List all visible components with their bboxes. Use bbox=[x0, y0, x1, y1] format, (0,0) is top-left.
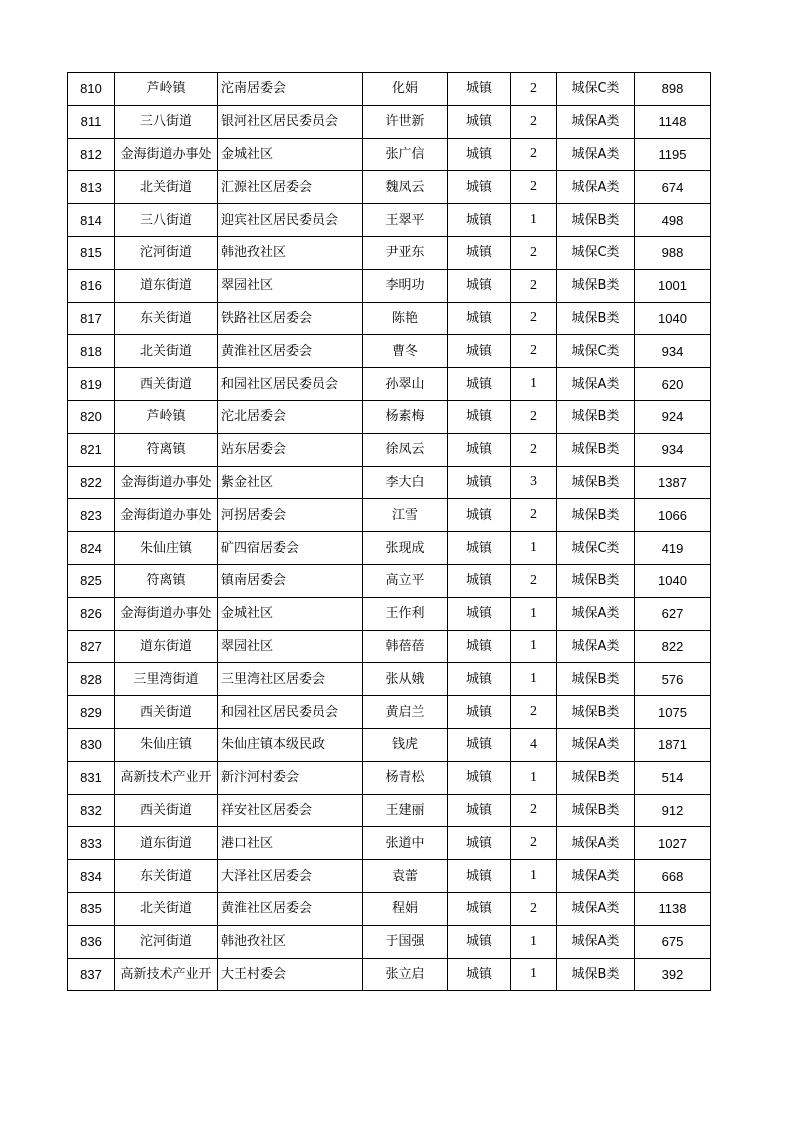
row-number-cell: 815 bbox=[68, 236, 115, 269]
row-number-cell: 826 bbox=[68, 597, 115, 630]
community-cell: 镇南居委会 bbox=[218, 564, 363, 597]
recipient-name-cell: 程娟 bbox=[363, 892, 448, 925]
household-size-cell: 2 bbox=[511, 400, 557, 433]
recipient-name-cell: 陈艳 bbox=[363, 302, 448, 335]
assistance-category-cell: 城保B类 bbox=[557, 696, 635, 729]
street-office-cell: 芦岭镇 bbox=[115, 400, 218, 433]
household-size-cell: 2 bbox=[511, 105, 557, 138]
street-office-cell: 三八街道 bbox=[115, 204, 218, 237]
row-number-cell: 820 bbox=[68, 400, 115, 433]
assistance-category-cell: 城保B类 bbox=[557, 466, 635, 499]
community-cell: 沱北居委会 bbox=[218, 400, 363, 433]
household-size-cell: 2 bbox=[511, 138, 557, 171]
recipient-name-cell: 王建丽 bbox=[363, 794, 448, 827]
table-row bbox=[68, 630, 711, 663]
household-size-cell: 2 bbox=[511, 73, 557, 106]
amount-cell: 1066 bbox=[635, 499, 711, 532]
recipient-name-cell: 李明功 bbox=[363, 269, 448, 302]
street-office-cell: 沱河街道 bbox=[115, 236, 218, 269]
household-type-cell: 城镇 bbox=[448, 368, 511, 401]
household-size-cell: 2 bbox=[511, 236, 557, 269]
community-cell: 韩池孜社区 bbox=[218, 236, 363, 269]
street-office-cell: 东关街道 bbox=[115, 860, 218, 893]
community-cell: 汇源社区居委会 bbox=[218, 171, 363, 204]
table-row bbox=[68, 663, 711, 696]
amount-cell: 620 bbox=[635, 368, 711, 401]
community-cell: 紫金社区 bbox=[218, 466, 363, 499]
household-type-cell: 城镇 bbox=[448, 433, 511, 466]
row-number-cell: 812 bbox=[68, 138, 115, 171]
street-office-cell: 高新技术产业开 bbox=[115, 761, 218, 794]
household-size-cell: 1 bbox=[511, 860, 557, 893]
recipient-name-cell: 张现成 bbox=[363, 532, 448, 565]
recipient-name-cell: 韩蓓蓓 bbox=[363, 630, 448, 663]
recipient-name-cell: 魏凤云 bbox=[363, 171, 448, 204]
row-number-cell: 823 bbox=[68, 499, 115, 532]
recipient-name-cell: 徐凤云 bbox=[363, 433, 448, 466]
assistance-category-cell: 城保B类 bbox=[557, 204, 635, 237]
assistance-category-cell: 城保B类 bbox=[557, 958, 635, 991]
household-type-cell: 城镇 bbox=[448, 564, 511, 597]
row-number-cell: 830 bbox=[68, 728, 115, 761]
street-office-cell: 北关街道 bbox=[115, 335, 218, 368]
community-cell: 银河社区居民委员会 bbox=[218, 105, 363, 138]
amount-cell: 934 bbox=[635, 335, 711, 368]
table-row bbox=[68, 696, 711, 729]
household-size-cell: 2 bbox=[511, 335, 557, 368]
household-size-cell: 2 bbox=[511, 302, 557, 335]
row-number-cell: 819 bbox=[68, 368, 115, 401]
table-row bbox=[68, 466, 711, 499]
community-cell: 翠园社区 bbox=[218, 630, 363, 663]
amount-cell: 498 bbox=[635, 204, 711, 237]
community-cell: 金城社区 bbox=[218, 597, 363, 630]
household-size-cell: 2 bbox=[511, 696, 557, 729]
table-row bbox=[68, 860, 711, 893]
row-number-cell: 821 bbox=[68, 433, 115, 466]
assistance-category-cell: 城保A类 bbox=[557, 597, 635, 630]
row-number-cell: 829 bbox=[68, 696, 115, 729]
table-row bbox=[68, 269, 711, 302]
table-row bbox=[68, 73, 711, 106]
amount-cell: 934 bbox=[635, 433, 711, 466]
household-size-cell: 2 bbox=[511, 171, 557, 204]
assistance-category-cell: 城保C类 bbox=[557, 532, 635, 565]
row-number-cell: 835 bbox=[68, 892, 115, 925]
row-number-cell: 832 bbox=[68, 794, 115, 827]
amount-cell: 627 bbox=[635, 597, 711, 630]
household-size-cell: 2 bbox=[511, 269, 557, 302]
assistance-category-cell: 城保A类 bbox=[557, 860, 635, 893]
recipient-name-cell: 尹亚东 bbox=[363, 236, 448, 269]
community-cell: 港口社区 bbox=[218, 827, 363, 860]
household-size-cell: 1 bbox=[511, 532, 557, 565]
community-cell: 朱仙庄镇本级民政 bbox=[218, 728, 363, 761]
community-cell: 黄淮社区居委会 bbox=[218, 892, 363, 925]
street-office-cell: 三八街道 bbox=[115, 105, 218, 138]
household-type-cell: 城镇 bbox=[448, 335, 511, 368]
community-cell: 新汴河村委会 bbox=[218, 761, 363, 794]
amount-cell: 898 bbox=[635, 73, 711, 106]
assistance-category-cell: 城保B类 bbox=[557, 499, 635, 532]
recipient-table bbox=[67, 72, 711, 991]
household-type-cell: 城镇 bbox=[448, 794, 511, 827]
assistance-category-cell: 城保B类 bbox=[557, 269, 635, 302]
household-type-cell: 城镇 bbox=[448, 236, 511, 269]
community-cell: 矿四宿居委会 bbox=[218, 532, 363, 565]
community-cell: 翠园社区 bbox=[218, 269, 363, 302]
household-type-cell: 城镇 bbox=[448, 663, 511, 696]
table-row bbox=[68, 335, 711, 368]
recipient-name-cell: 李大白 bbox=[363, 466, 448, 499]
row-number-cell: 811 bbox=[68, 105, 115, 138]
community-cell: 和园社区居民委员会 bbox=[218, 368, 363, 401]
amount-cell: 822 bbox=[635, 630, 711, 663]
amount-cell: 668 bbox=[635, 860, 711, 893]
amount-cell: 675 bbox=[635, 925, 711, 958]
household-type-cell: 城镇 bbox=[448, 728, 511, 761]
community-cell: 黄淮社区居委会 bbox=[218, 335, 363, 368]
street-office-cell: 朱仙庄镇 bbox=[115, 532, 218, 565]
table-row bbox=[68, 925, 711, 958]
row-number-cell: 836 bbox=[68, 925, 115, 958]
table-row bbox=[68, 564, 711, 597]
recipient-name-cell: 化娟 bbox=[363, 73, 448, 106]
table-row bbox=[68, 204, 711, 237]
amount-cell: 1001 bbox=[635, 269, 711, 302]
row-number-cell: 813 bbox=[68, 171, 115, 204]
table-row bbox=[68, 105, 711, 138]
household-size-cell: 1 bbox=[511, 368, 557, 401]
street-office-cell: 高新技术产业开 bbox=[115, 958, 218, 991]
street-office-cell: 道东街道 bbox=[115, 269, 218, 302]
household-type-cell: 城镇 bbox=[448, 466, 511, 499]
community-cell: 韩池孜社区 bbox=[218, 925, 363, 958]
amount-cell: 912 bbox=[635, 794, 711, 827]
amount-cell: 1195 bbox=[635, 138, 711, 171]
household-size-cell: 1 bbox=[511, 958, 557, 991]
amount-cell: 1075 bbox=[635, 696, 711, 729]
street-office-cell: 东关街道 bbox=[115, 302, 218, 335]
household-type-cell: 城镇 bbox=[448, 499, 511, 532]
street-office-cell: 道东街道 bbox=[115, 630, 218, 663]
assistance-category-cell: 城保C类 bbox=[557, 73, 635, 106]
street-office-cell: 符离镇 bbox=[115, 564, 218, 597]
household-size-cell: 1 bbox=[511, 630, 557, 663]
recipient-name-cell: 钱虎 bbox=[363, 728, 448, 761]
row-number-cell: 825 bbox=[68, 564, 115, 597]
assistance-category-cell: 城保A类 bbox=[557, 171, 635, 204]
recipient-name-cell: 于国强 bbox=[363, 925, 448, 958]
household-type-cell: 城镇 bbox=[448, 73, 511, 106]
recipient-name-cell: 高立平 bbox=[363, 564, 448, 597]
table-body bbox=[68, 73, 711, 991]
amount-cell: 1027 bbox=[635, 827, 711, 860]
amount-cell: 988 bbox=[635, 236, 711, 269]
table-row bbox=[68, 433, 711, 466]
row-number-cell: 818 bbox=[68, 335, 115, 368]
street-office-cell: 北关街道 bbox=[115, 892, 218, 925]
household-type-cell: 城镇 bbox=[448, 827, 511, 860]
community-cell: 祥安社区居委会 bbox=[218, 794, 363, 827]
assistance-category-cell: 城保B类 bbox=[557, 761, 635, 794]
assistance-category-cell: 城保C类 bbox=[557, 335, 635, 368]
assistance-category-cell: 城保A类 bbox=[557, 138, 635, 171]
household-type-cell: 城镇 bbox=[448, 696, 511, 729]
row-number-cell: 828 bbox=[68, 663, 115, 696]
amount-cell: 1138 bbox=[635, 892, 711, 925]
amount-cell: 392 bbox=[635, 958, 711, 991]
table-row bbox=[68, 499, 711, 532]
household-type-cell: 城镇 bbox=[448, 269, 511, 302]
recipient-name-cell: 江雪 bbox=[363, 499, 448, 532]
assistance-category-cell: 城保B类 bbox=[557, 794, 635, 827]
street-office-cell: 沱河街道 bbox=[115, 925, 218, 958]
table-row bbox=[68, 532, 711, 565]
household-type-cell: 城镇 bbox=[448, 958, 511, 991]
assistance-category-cell: 城保C类 bbox=[557, 236, 635, 269]
household-size-cell: 2 bbox=[511, 892, 557, 925]
street-office-cell: 北关街道 bbox=[115, 171, 218, 204]
row-number-cell: 827 bbox=[68, 630, 115, 663]
amount-cell: 924 bbox=[635, 400, 711, 433]
community-cell: 三里湾社区居委会 bbox=[218, 663, 363, 696]
assistance-category-cell: 城保A类 bbox=[557, 892, 635, 925]
street-office-cell: 金海街道办事处 bbox=[115, 499, 218, 532]
recipient-name-cell: 王翠平 bbox=[363, 204, 448, 237]
street-office-cell: 符离镇 bbox=[115, 433, 218, 466]
table-row bbox=[68, 728, 711, 761]
row-number-cell: 834 bbox=[68, 860, 115, 893]
street-office-cell: 金海街道办事处 bbox=[115, 466, 218, 499]
amount-cell: 1148 bbox=[635, 105, 711, 138]
row-number-cell: 817 bbox=[68, 302, 115, 335]
community-cell: 河拐居委会 bbox=[218, 499, 363, 532]
row-number-cell: 837 bbox=[68, 958, 115, 991]
recipient-name-cell: 杨素梅 bbox=[363, 400, 448, 433]
household-type-cell: 城镇 bbox=[448, 761, 511, 794]
recipient-name-cell: 张道中 bbox=[363, 827, 448, 860]
table-row bbox=[68, 892, 711, 925]
amount-cell: 1040 bbox=[635, 302, 711, 335]
household-size-cell: 4 bbox=[511, 728, 557, 761]
assistance-category-cell: 城保A类 bbox=[557, 925, 635, 958]
amount-cell: 1871 bbox=[635, 728, 711, 761]
community-cell: 沱南居委会 bbox=[218, 73, 363, 106]
recipient-name-cell: 黄启兰 bbox=[363, 696, 448, 729]
community-cell: 和园社区居民委员会 bbox=[218, 696, 363, 729]
household-size-cell: 1 bbox=[511, 925, 557, 958]
table-row bbox=[68, 302, 711, 335]
community-cell: 迎宾社区居民委员会 bbox=[218, 204, 363, 237]
recipient-name-cell: 袁蕾 bbox=[363, 860, 448, 893]
table-row bbox=[68, 138, 711, 171]
table-row bbox=[68, 400, 711, 433]
street-office-cell: 西关街道 bbox=[115, 368, 218, 401]
household-type-cell: 城镇 bbox=[448, 302, 511, 335]
street-office-cell: 道东街道 bbox=[115, 827, 218, 860]
row-number-cell: 831 bbox=[68, 761, 115, 794]
recipient-name-cell: 曹冬 bbox=[363, 335, 448, 368]
assistance-category-cell: 城保A类 bbox=[557, 728, 635, 761]
household-type-cell: 城镇 bbox=[448, 630, 511, 663]
household-type-cell: 城镇 bbox=[448, 138, 511, 171]
recipient-name-cell: 许世新 bbox=[363, 105, 448, 138]
street-office-cell: 金海街道办事处 bbox=[115, 597, 218, 630]
household-size-cell: 2 bbox=[511, 564, 557, 597]
amount-cell: 576 bbox=[635, 663, 711, 696]
street-office-cell: 西关街道 bbox=[115, 794, 218, 827]
street-office-cell: 芦岭镇 bbox=[115, 73, 218, 106]
table-row bbox=[68, 368, 711, 401]
household-type-cell: 城镇 bbox=[448, 860, 511, 893]
recipient-name-cell: 孙翠山 bbox=[363, 368, 448, 401]
table-row bbox=[68, 761, 711, 794]
community-cell: 大泽社区居委会 bbox=[218, 860, 363, 893]
household-type-cell: 城镇 bbox=[448, 925, 511, 958]
amount-cell: 674 bbox=[635, 171, 711, 204]
household-type-cell: 城镇 bbox=[448, 597, 511, 630]
assistance-category-cell: 城保B类 bbox=[557, 302, 635, 335]
assistance-category-cell: 城保B类 bbox=[557, 663, 635, 696]
assistance-category-cell: 城保A类 bbox=[557, 827, 635, 860]
recipient-name-cell: 张从娥 bbox=[363, 663, 448, 696]
street-office-cell: 三里湾街道 bbox=[115, 663, 218, 696]
household-size-cell: 2 bbox=[511, 433, 557, 466]
community-cell: 大王村委会 bbox=[218, 958, 363, 991]
assistance-category-cell: 城保B类 bbox=[557, 564, 635, 597]
street-office-cell: 朱仙庄镇 bbox=[115, 728, 218, 761]
assistance-category-cell: 城保A类 bbox=[557, 368, 635, 401]
household-size-cell: 1 bbox=[511, 597, 557, 630]
household-size-cell: 1 bbox=[511, 761, 557, 794]
row-number-cell: 822 bbox=[68, 466, 115, 499]
assistance-category-cell: 城保B类 bbox=[557, 433, 635, 466]
household-type-cell: 城镇 bbox=[448, 400, 511, 433]
amount-cell: 1040 bbox=[635, 564, 711, 597]
row-number-cell: 814 bbox=[68, 204, 115, 237]
household-type-cell: 城镇 bbox=[448, 204, 511, 237]
household-type-cell: 城镇 bbox=[448, 105, 511, 138]
household-type-cell: 城镇 bbox=[448, 532, 511, 565]
household-size-cell: 3 bbox=[511, 466, 557, 499]
street-office-cell: 西关街道 bbox=[115, 696, 218, 729]
household-size-cell: 2 bbox=[511, 827, 557, 860]
household-size-cell: 2 bbox=[511, 794, 557, 827]
table-row bbox=[68, 958, 711, 991]
row-number-cell: 824 bbox=[68, 532, 115, 565]
table-row bbox=[68, 794, 711, 827]
row-number-cell: 833 bbox=[68, 827, 115, 860]
table-row bbox=[68, 171, 711, 204]
amount-cell: 1387 bbox=[635, 466, 711, 499]
household-type-cell: 城镇 bbox=[448, 171, 511, 204]
table-row bbox=[68, 827, 711, 860]
table-row bbox=[68, 597, 711, 630]
amount-cell: 514 bbox=[635, 761, 711, 794]
recipient-name-cell: 王作利 bbox=[363, 597, 448, 630]
row-number-cell: 810 bbox=[68, 73, 115, 106]
recipient-name-cell: 张广信 bbox=[363, 138, 448, 171]
row-number-cell: 816 bbox=[68, 269, 115, 302]
assistance-category-cell: 城保A类 bbox=[557, 630, 635, 663]
assistance-category-cell: 城保B类 bbox=[557, 400, 635, 433]
household-type-cell: 城镇 bbox=[448, 892, 511, 925]
recipient-name-cell: 张立启 bbox=[363, 958, 448, 991]
assistance-category-cell: 城保A类 bbox=[557, 105, 635, 138]
household-size-cell: 1 bbox=[511, 204, 557, 237]
amount-cell: 419 bbox=[635, 532, 711, 565]
community-cell: 站东居委会 bbox=[218, 433, 363, 466]
recipient-name-cell: 杨青松 bbox=[363, 761, 448, 794]
table-row bbox=[68, 236, 711, 269]
street-office-cell: 金海街道办事处 bbox=[115, 138, 218, 171]
household-size-cell: 1 bbox=[511, 663, 557, 696]
community-cell: 铁路社区居委会 bbox=[218, 302, 363, 335]
household-size-cell: 2 bbox=[511, 499, 557, 532]
community-cell: 金城社区 bbox=[218, 138, 363, 171]
